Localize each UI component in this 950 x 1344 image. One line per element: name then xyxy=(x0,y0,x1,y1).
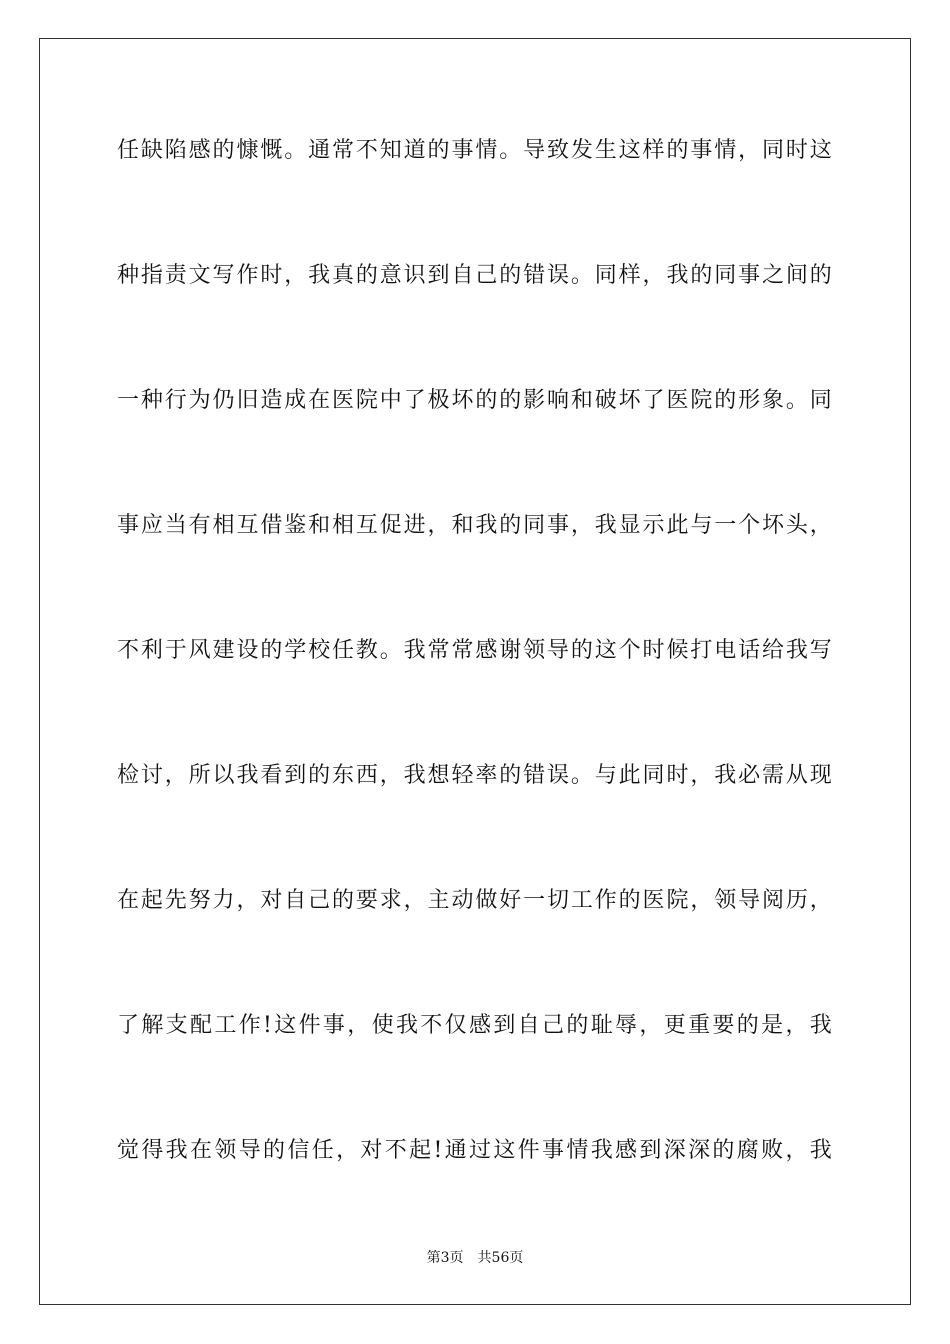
text-line-9: 觉得我在领导的信任，对不起!通过这件事情我感到深深的腐败，我 xyxy=(117,1138,833,1163)
text-line-8: 了解支配工作!这件事，使我不仅感到自己的耻辱，更重要的是，我 xyxy=(117,1013,833,1038)
body-text xyxy=(117,128,833,1253)
page-footer xyxy=(0,1248,950,1268)
text-line-4: 事应当有相互借鉴和相互促进，和我的同事，我显示此与一个坏头， xyxy=(117,513,833,538)
text-line-1: 任缺陷感的慷慨。通常不知道的事情。导致发生这样的事情，同时这 xyxy=(117,138,833,163)
text-line-7: 在起先努力，对自己的要求，主动做好一切工作的医院，领导阅历， xyxy=(117,888,833,913)
text-line-3: 一种行为仍旧造成在医院中了极坏的的影响和破坏了医院的形象。同 xyxy=(117,388,833,413)
text-line-6: 检讨，所以我看到的东西，我想轻率的错误。与此同时，我必需从现 xyxy=(117,763,833,788)
page-total: 共56页 xyxy=(477,1250,524,1266)
text-line-5: 不利于风建设的学校任教。我常常感谢领导的这个时候打电话给我写 xyxy=(117,638,833,663)
page-number: 第3页 xyxy=(426,1250,464,1266)
text-line-2: 种指责文写作时，我真的意识到自己的错误。同样，我的同事之间的 xyxy=(117,263,833,288)
